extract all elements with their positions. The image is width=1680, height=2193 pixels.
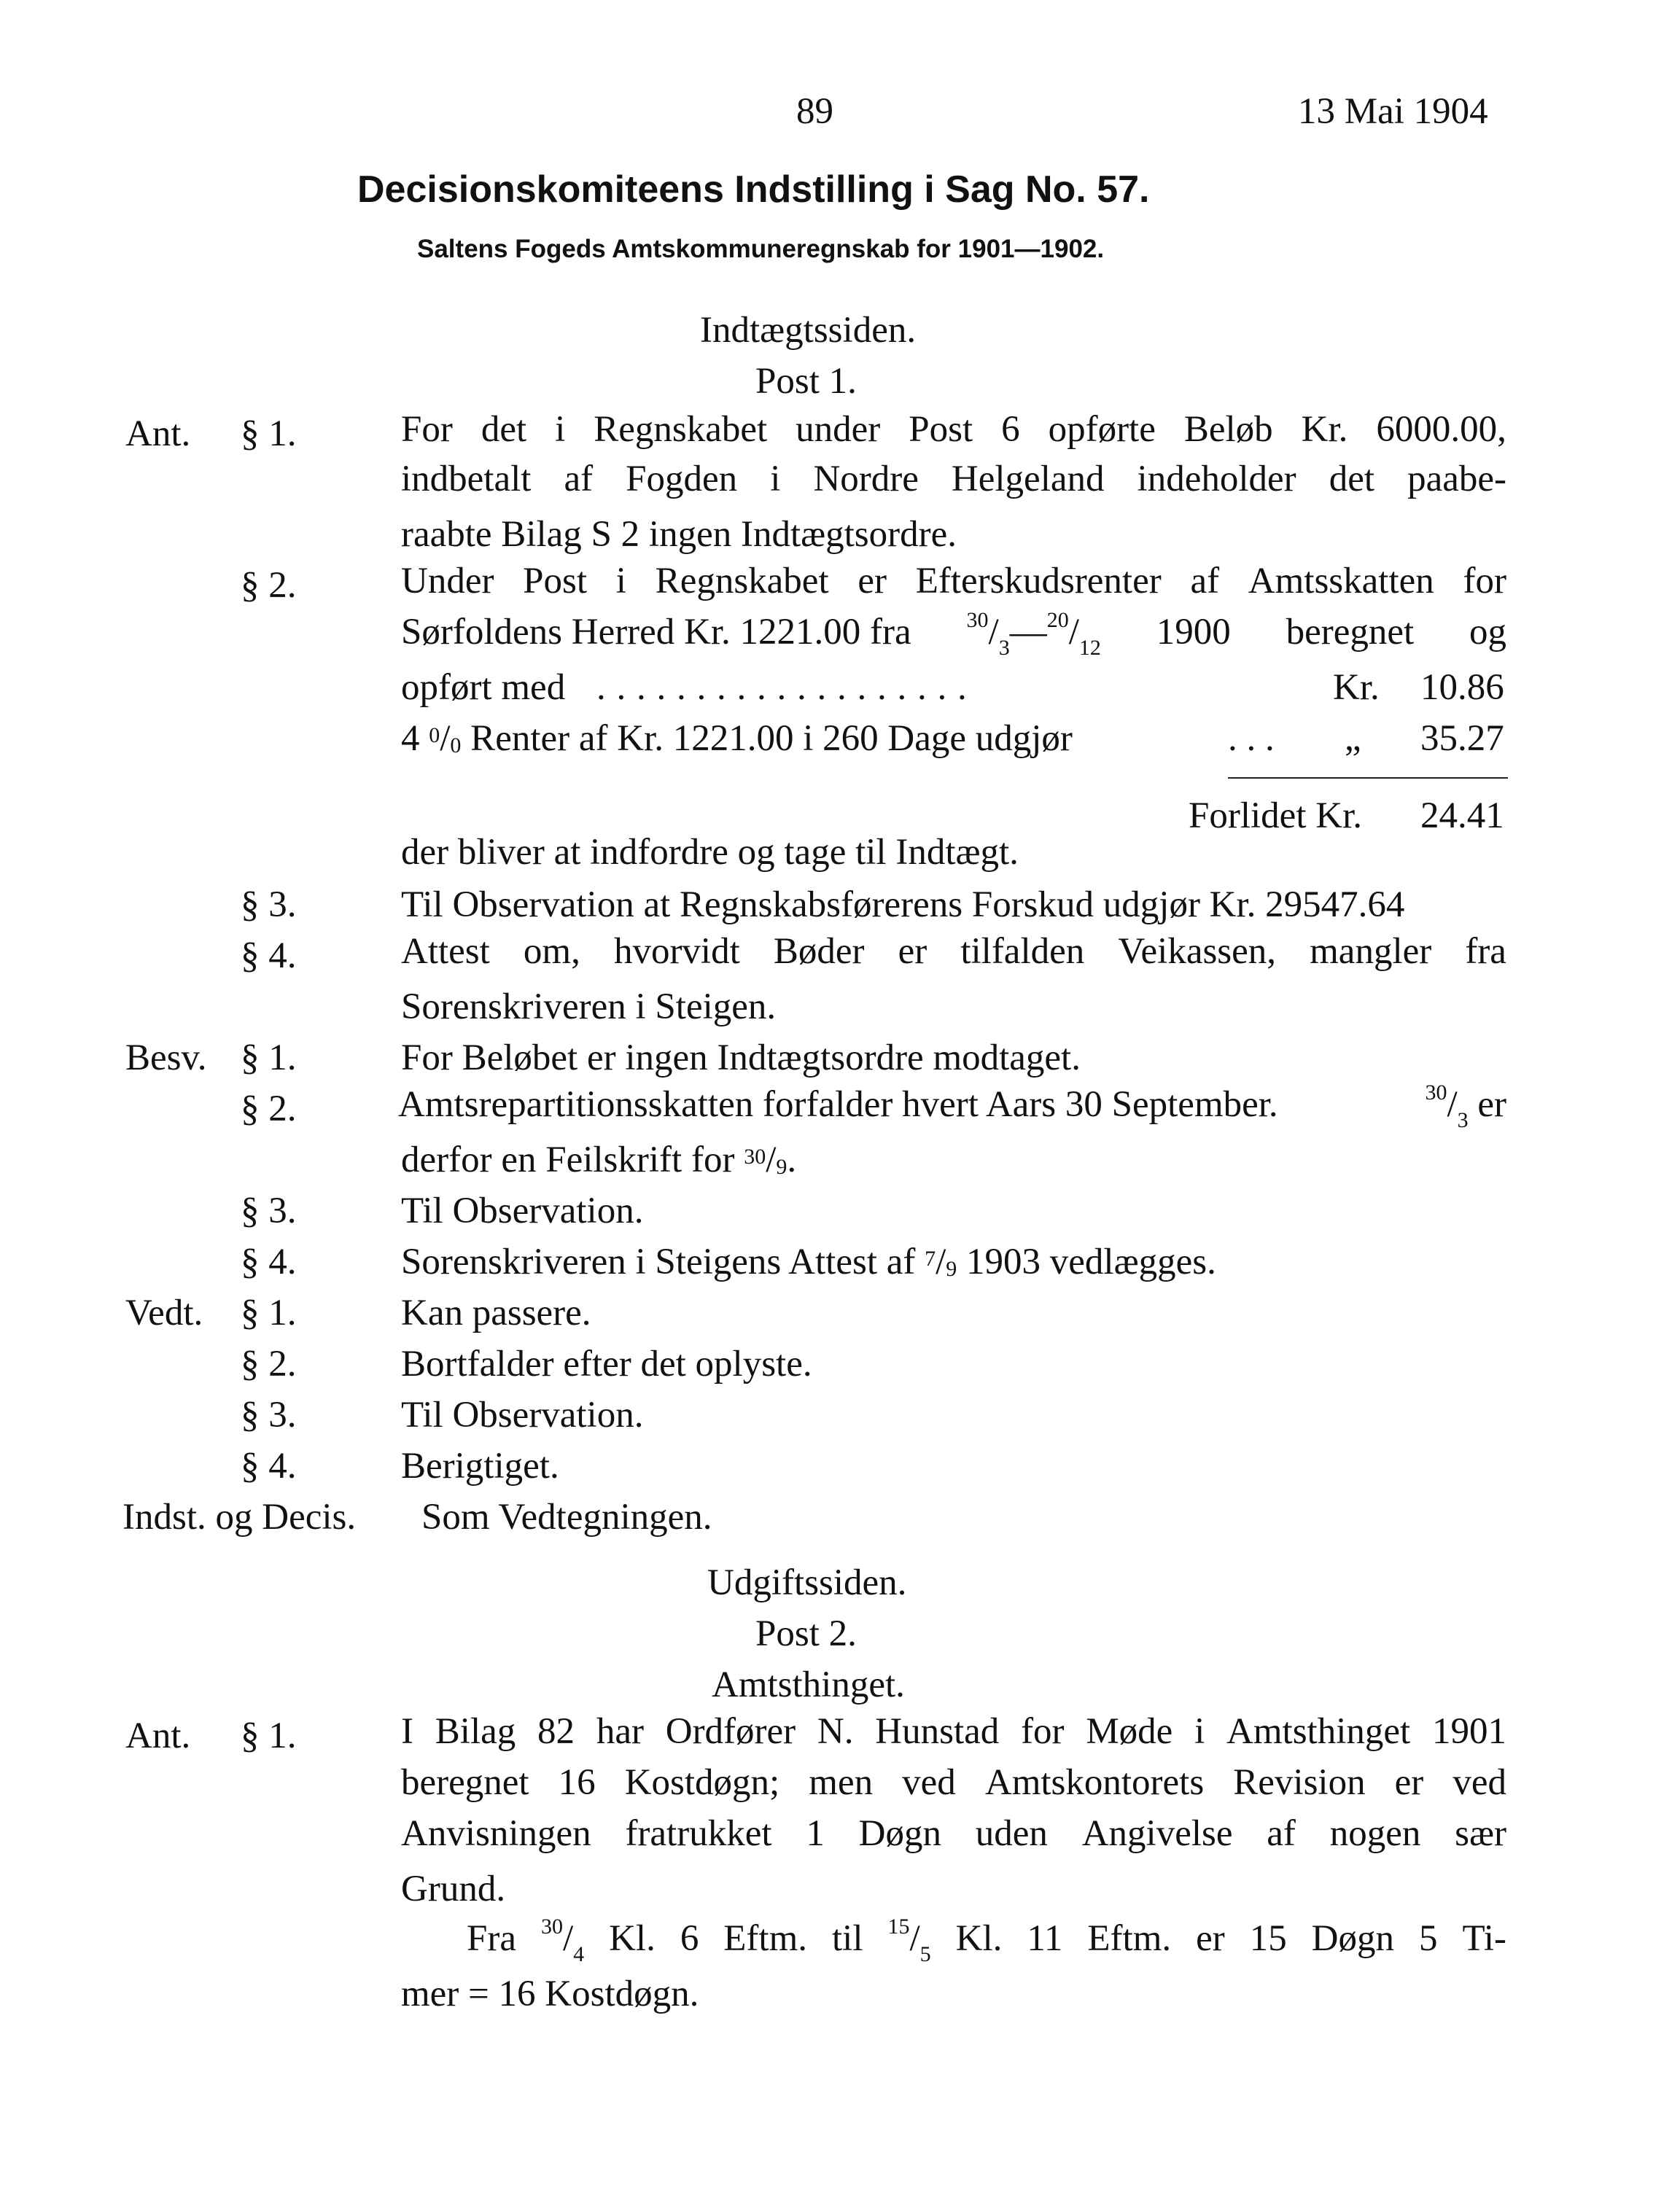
text-line: Sorenskriveren i Steigens Attest af $^7/_9$ 1903 vedlægges. — [401, 1242, 1216, 1282]
word: Fogden — [626, 459, 738, 499]
text-line — [467, 1917, 1506, 1968]
word: Post — [523, 561, 588, 601]
text-line — [401, 458, 1506, 509]
word: Post — [909, 409, 973, 450]
word: 16 — [558, 1762, 596, 1803]
date-fraction: $^{15}/_5$ — [887, 1915, 931, 1966]
text-line — [401, 408, 1506, 459]
text-line — [401, 1812, 1506, 1863]
remark-label-besv: Besv. — [125, 1037, 207, 1078]
text-line: Til Observation. — [401, 1191, 644, 1231]
word: uden — [975, 1813, 1048, 1854]
word: Møde — [1086, 1711, 1173, 1752]
word: N. — [817, 1711, 854, 1752]
word: af — [1267, 1813, 1296, 1854]
word: er — [1394, 1762, 1424, 1803]
word: opførte — [1048, 409, 1156, 450]
word: om, — [523, 931, 580, 972]
text-line: der bliver at indfordre og tage til Indtægt. — [401, 832, 1019, 873]
text-segment: og — [1469, 612, 1506, 653]
word: Døgn — [858, 1813, 941, 1854]
text-line — [401, 1761, 1506, 1812]
word: 6000.00, — [1376, 409, 1506, 450]
remark-label-indst: Indst. og Decis. — [122, 1497, 357, 1538]
word: Eftm. — [723, 1918, 808, 1959]
amount: 10.86 — [1420, 667, 1504, 708]
paragraph-number: § 1. — [241, 1037, 297, 1078]
word: Veikassen, — [1118, 931, 1277, 972]
text-line: For Beløbet er ingen Indtægtsordre modtaget. — [401, 1037, 1081, 1078]
word: af — [564, 459, 594, 499]
document-subtitle: Saltens Fogeds Amtskommuneregnskab for 1901—1902. — [417, 235, 1105, 263]
text-segment: 1900 — [1156, 612, 1231, 653]
date-fraction: $^{30}/_3$ — [1425, 1080, 1469, 1132]
sum-rule — [1228, 777, 1508, 779]
percent-sign: $^0/_0$ — [429, 718, 462, 759]
text-line: Til Observation. — [401, 1395, 644, 1436]
subsection-heading: Amtsthinget. — [712, 1664, 905, 1705]
text-line — [401, 608, 1506, 662]
word: Kl. — [955, 1918, 1003, 1959]
paragraph-number: § 2. — [241, 1344, 297, 1384]
text-line: Berigtiget. — [401, 1446, 559, 1487]
word: Amtsthinget — [1226, 1711, 1411, 1752]
section-heading-income: Indtægtssiden. — [700, 310, 917, 351]
word: det — [481, 409, 527, 450]
word: 5 — [1418, 1918, 1438, 1959]
remark-label-ant: Ant. — [125, 413, 191, 454]
paragraph-number: § 1. — [241, 413, 297, 454]
text-segment: beregnet — [1286, 612, 1415, 653]
word: indeholder — [1137, 459, 1296, 499]
word: Kostdøgn; — [624, 1762, 780, 1803]
paragraph-number: § 1. — [241, 1293, 297, 1333]
paragraph-number: § 4. — [241, 1446, 297, 1487]
amount: 24.41 — [1420, 795, 1504, 836]
paragraph-number: § 4. — [241, 935, 297, 976]
word: Amtskontorets — [984, 1762, 1205, 1803]
word: paabe- — [1407, 459, 1506, 499]
word: 1901 — [1431, 1711, 1506, 1752]
text-line: derfor en Feilskrift for $^{30}/_9$. — [401, 1140, 797, 1180]
text-line: Grund. — [401, 1869, 506, 1909]
word: i — [770, 459, 781, 499]
word: Beløb — [1183, 409, 1273, 450]
post-heading-1: Post 1. — [755, 361, 857, 402]
word: hvorvidt — [613, 931, 740, 972]
word: Angivelse — [1081, 1813, 1233, 1854]
word: fratrukket — [625, 1813, 772, 1854]
word: Revision — [1233, 1762, 1366, 1803]
word: 1 — [806, 1813, 825, 1854]
word: Døgn — [1311, 1918, 1395, 1959]
word: Regnskabet — [655, 561, 829, 601]
word: Amtsskatten — [1248, 561, 1434, 601]
paragraph-number: § 4. — [241, 1242, 297, 1282]
ditto-mark: „ — [1345, 718, 1361, 759]
leader-dots: . . . . . . . . . . . . . . . . . . . — [596, 667, 968, 708]
leader-dots: . . . — [1228, 718, 1275, 759]
text-line: 4 $^0/_0$ Renter af Kr. 1221.00 i 260 Dage udgjør — [401, 718, 1073, 759]
word: Kl. — [609, 1918, 656, 1959]
paragraph-number: § 3. — [241, 1191, 297, 1231]
word: I — [401, 1711, 413, 1752]
post-heading-2: Post 2. — [755, 1613, 857, 1654]
result-label: Forlidet Kr. — [1189, 795, 1362, 836]
word: sær — [1455, 1813, 1506, 1854]
word: Attest — [401, 931, 490, 972]
text-line: Kan passere. — [401, 1293, 591, 1333]
word: Efterskudsrenter — [915, 561, 1162, 601]
paragraph-number: § 3. — [241, 884, 297, 925]
text-line: Bortfalder efter det oplyste. — [401, 1344, 812, 1384]
page-date: 13 Mai 1904 — [1298, 91, 1488, 132]
text-line: Som Vedtegningen. — [421, 1497, 712, 1538]
word: mangler — [1310, 931, 1432, 972]
word: 11 — [1027, 1918, 1063, 1959]
word: ved — [1452, 1762, 1506, 1803]
word: For — [401, 409, 453, 450]
word: Eftm. — [1087, 1918, 1172, 1959]
word: er — [858, 561, 887, 601]
word: Ti- — [1462, 1918, 1506, 1959]
text-line: mer = 16 Kostdøgn. — [401, 1974, 699, 2014]
word: beregnet — [401, 1762, 529, 1803]
paragraph-number: § 2. — [241, 565, 297, 606]
word: Kr. — [1301, 409, 1348, 450]
word: for — [1021, 1711, 1065, 1752]
word: Anvisningen — [401, 1813, 591, 1854]
date-fraction: $^{30}/_9$ — [744, 1140, 788, 1180]
paragraph-number: § 3. — [241, 1395, 297, 1436]
paragraph-number: § 2. — [241, 1088, 297, 1129]
word: men — [809, 1762, 874, 1803]
word: nogen — [1329, 1813, 1421, 1854]
word: Bilag — [435, 1711, 516, 1752]
word: Under — [401, 561, 494, 601]
word: Hunstad — [875, 1711, 1000, 1752]
word: det — [1329, 459, 1375, 499]
word: ved — [902, 1762, 956, 1803]
text-line — [401, 560, 1506, 611]
word: for — [1463, 561, 1506, 601]
paragraph-number: § 1. — [241, 1715, 297, 1756]
word: Nordre — [813, 459, 919, 499]
text-line: Sorenskriveren i Steigen. — [401, 986, 777, 1027]
text-line — [401, 930, 1506, 981]
word: Helgeland — [951, 459, 1105, 499]
word: tilfalden — [960, 931, 1085, 972]
word: 82 — [537, 1711, 575, 1752]
text-segment: Sørfoldens Herred Kr. 1221.00 fra — [401, 612, 911, 653]
word: har — [596, 1711, 644, 1752]
word: indbetalt — [401, 459, 532, 499]
amount: 35.27 — [1420, 718, 1504, 759]
word: 15 — [1249, 1918, 1287, 1959]
word: Ordfører — [665, 1711, 796, 1752]
word: Bøder — [773, 931, 865, 972]
word: Regnskabet — [594, 409, 768, 450]
word: 6 — [680, 1918, 699, 1959]
date-fraction: $^{30}/_3—^{20}/_{12}$ — [966, 608, 1101, 660]
remark-label-ant: Ant. — [125, 1715, 191, 1756]
word: fra — [1465, 931, 1506, 972]
currency-label: Kr. — [1333, 667, 1380, 708]
date-fraction: $^7/_9$ — [925, 1242, 957, 1282]
word: er — [1196, 1918, 1225, 1959]
text-line: Til Observation at Regnskabsførerens Forskud udgjør Kr. 29547.64 — [401, 884, 1405, 925]
section-heading-expense: Udgiftssiden. — [707, 1562, 907, 1603]
word: af — [1190, 561, 1220, 601]
document-title: Decisionskomiteens Indstilling i Sag No. 57. — [357, 168, 1150, 211]
word: er — [898, 931, 928, 972]
word: 6 — [1001, 409, 1020, 450]
word: under — [796, 409, 881, 450]
word: i — [555, 409, 566, 450]
text-line: Amtsrepartitionsskatten forfalder hvert Aars 30 September. $^{30}/_3$ er — [398, 1080, 1506, 1132]
text-line — [401, 1710, 1506, 1761]
text-line: raabte Bilag S 2 ingen Indtægtsordre. — [401, 514, 957, 555]
text-line: opført med — [401, 667, 566, 708]
word: til — [831, 1918, 863, 1959]
word: Fra — [467, 1918, 516, 1959]
page-number: 89 — [796, 91, 833, 132]
remark-label-vedt: Vedt. — [125, 1293, 203, 1333]
date-fraction: $^{30}/_4$ — [540, 1915, 585, 1966]
word: i — [1194, 1711, 1205, 1752]
word: i — [615, 561, 626, 601]
